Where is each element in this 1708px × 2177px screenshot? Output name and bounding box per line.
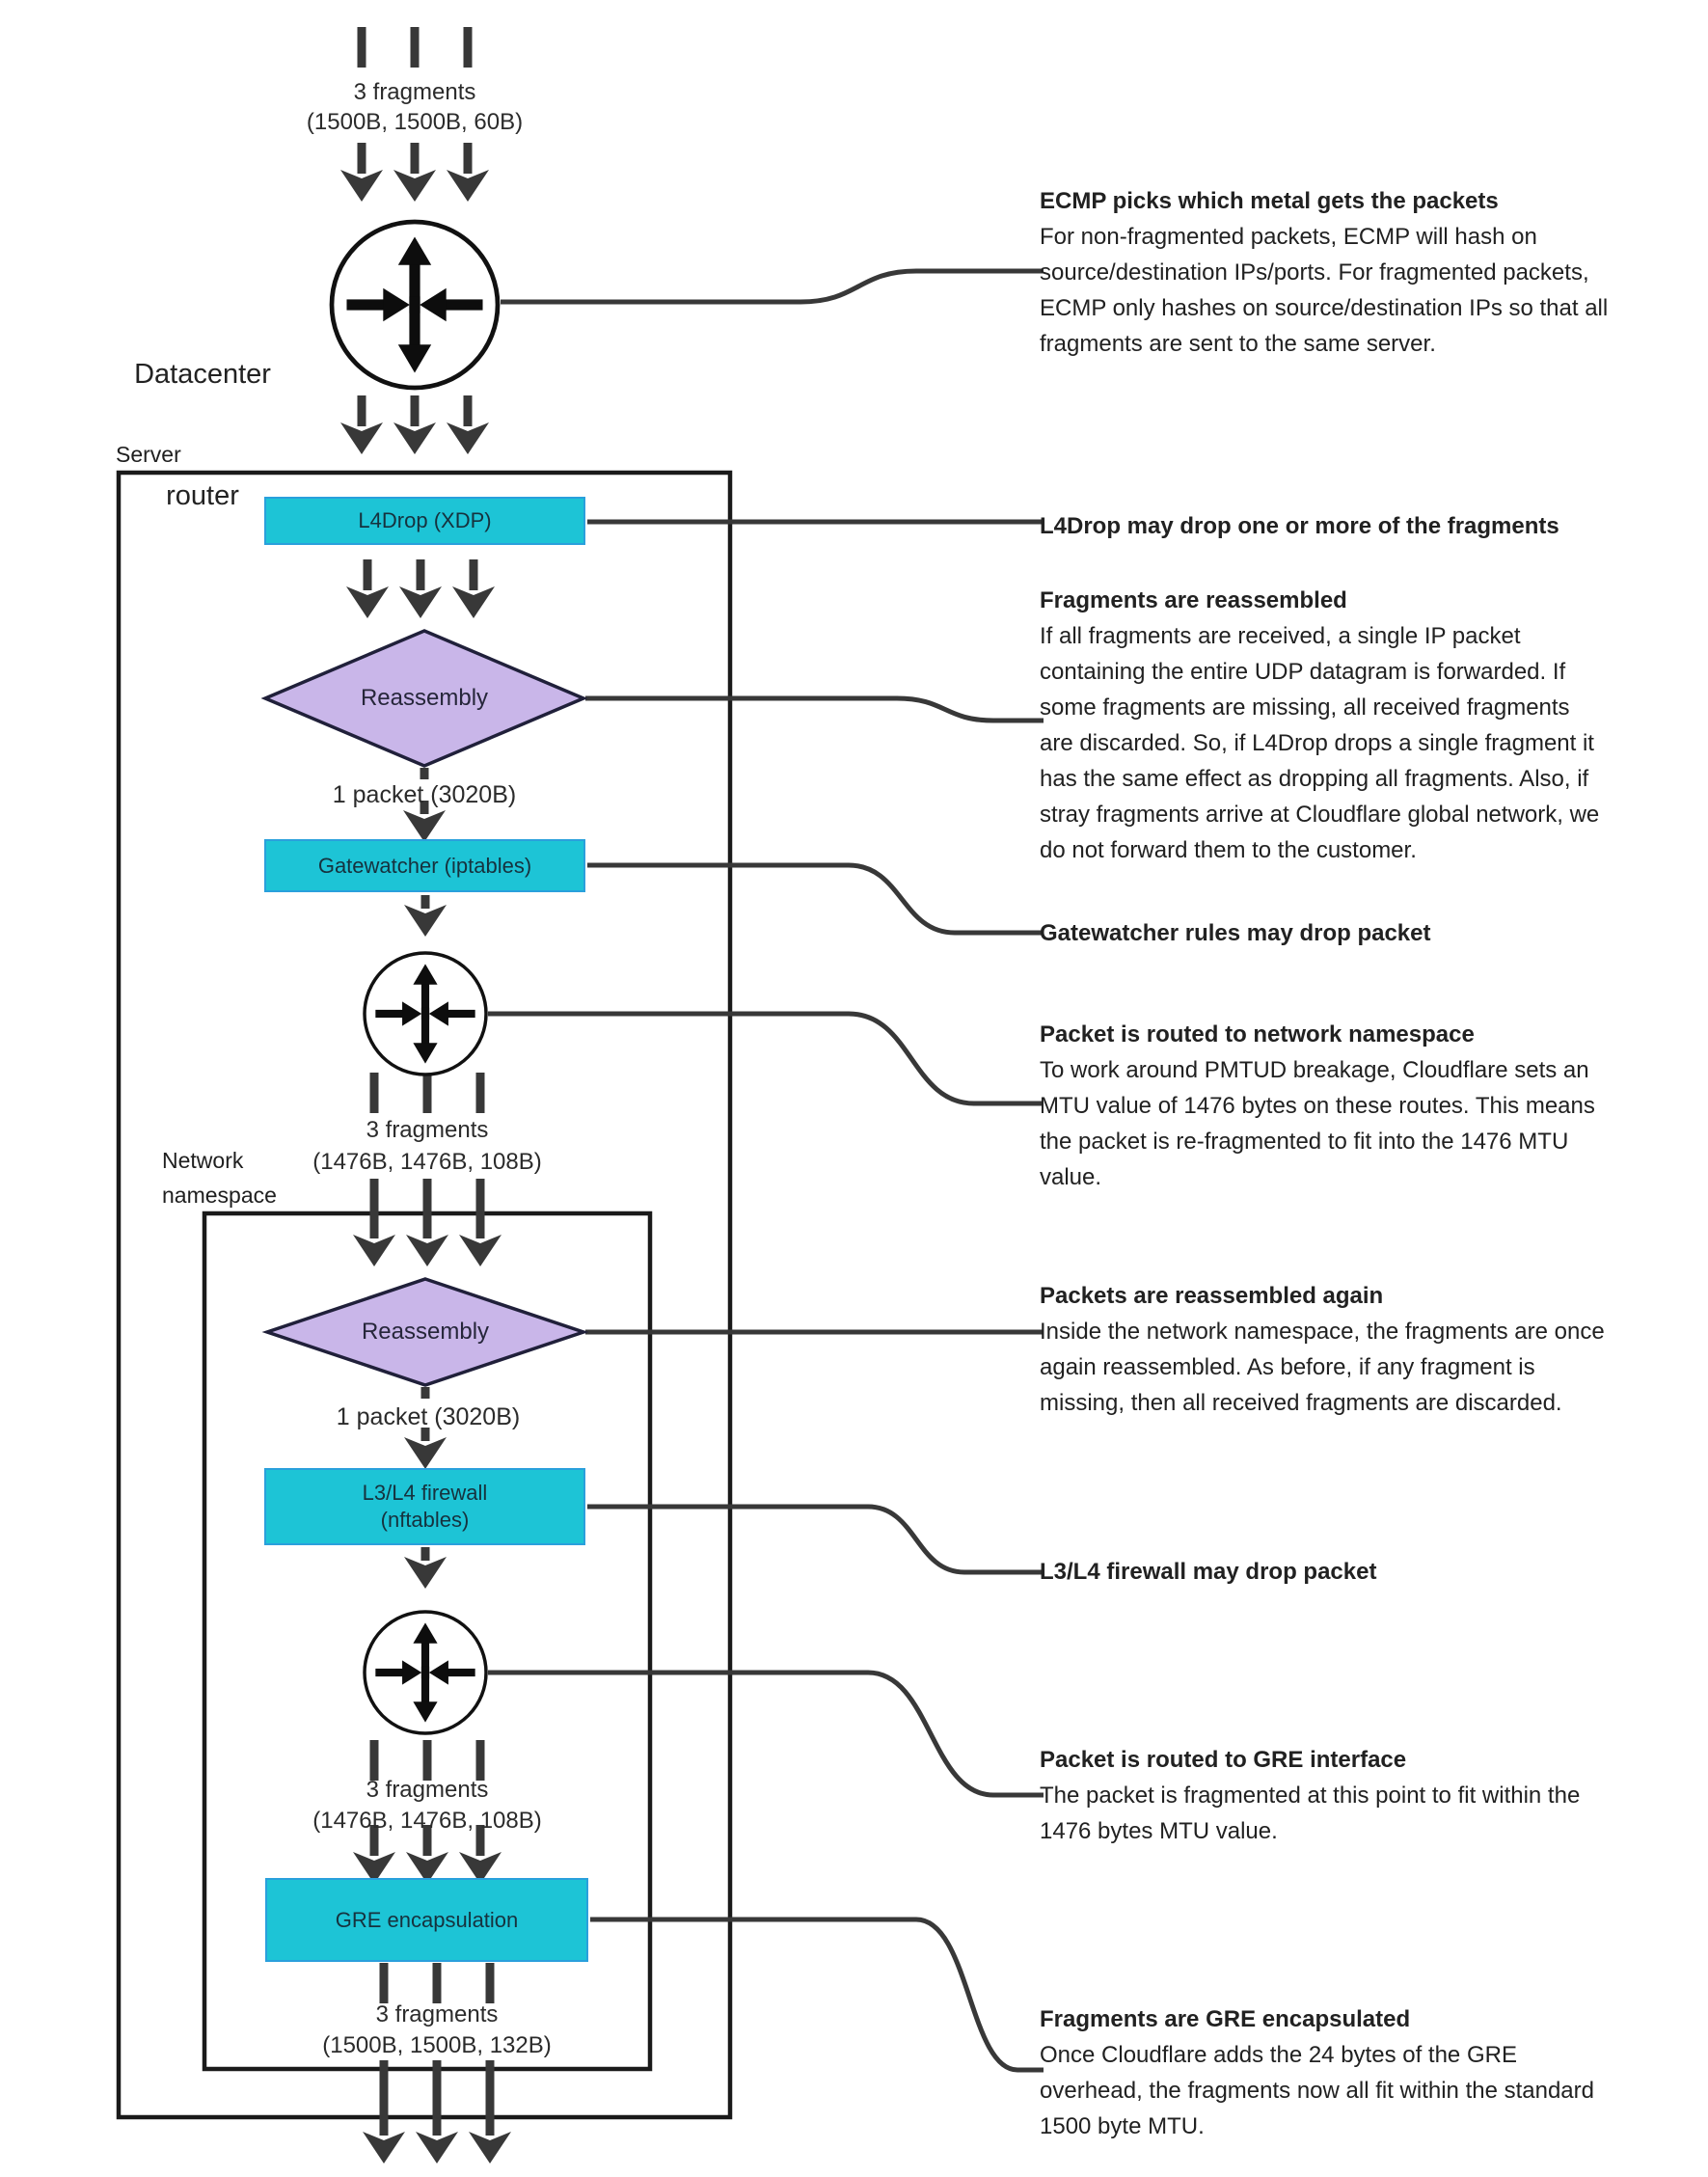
annotation-l4drop	[1040, 508, 1676, 544]
connector-route-namespace	[488, 1014, 1044, 1103]
arrows-out-of-server	[363, 2060, 511, 2163]
route-to-namespace-icon	[365, 953, 486, 1075]
annotation-body	[1040, 1314, 1676, 1421]
annotation-line: MTU value of 1476 bytes on these routes. This means	[1040, 1093, 1595, 1119]
l3l4-node-label-line2: (nftables)	[380, 1508, 470, 1532]
annotation-line: do not forward them to the customer.	[1040, 837, 1417, 863]
arrow-into-router3	[404, 1547, 447, 1589]
connector-ecmp	[501, 271, 1044, 302]
annotation-title: Packet is routed to network namespace	[1040, 1021, 1475, 1048]
annotation-route-gre	[1040, 1742, 1676, 1849]
reassembly1-output-stub	[420, 768, 429, 779]
annotation-route-namespace	[1040, 1017, 1676, 1195]
network-namespace-label-line2: namespace	[162, 1183, 277, 1208]
annotation-line: For non-fragmented packets, ECMP will hash on	[1040, 224, 1537, 250]
annotation-body	[1040, 219, 1676, 362]
arrows-into-reassembly1	[346, 559, 495, 618]
annotation-line: are discarded. So, if L4Drop drops a single fragment it	[1040, 730, 1594, 756]
annotation-title: Gatewatcher rules may drop packet	[1040, 920, 1431, 946]
annotation-line: 1500 byte MTU.	[1040, 2113, 1205, 2139]
l3l4-firewall-node	[264, 1468, 585, 1545]
annotation-ecmp	[1040, 183, 1676, 362]
annotation-line: ECMP only hashes on source/destination IPs so that all	[1040, 295, 1609, 321]
l3l4-node-label-line1: L3/L4 firewall	[362, 1481, 488, 1505]
annotation-line: value.	[1040, 1164, 1102, 1190]
annotation-gatewatcher	[1040, 915, 1676, 951]
packet-label-2: 1 packet (3020B)	[336, 1403, 521, 1430]
arrows-into-server	[340, 395, 489, 454]
annotation-line: Once Cloudflare adds the 24 bytes of the GRE	[1040, 2042, 1517, 2068]
annotation-line: To work around PMTUD breakage, Cloudflare sets an	[1040, 1057, 1589, 1083]
annotation-line: stray fragments arrive at Cloudflare global network, we	[1040, 802, 1600, 828]
route2-fragments-count: 3 fragments	[366, 1777, 489, 1803]
annotation-line: has the same effect as dropping all fragments. Also, if	[1040, 766, 1589, 792]
connector-gatewatcher	[587, 865, 1044, 933]
annotation-line: again reassembled. As before, if any fragment is	[1040, 1354, 1535, 1380]
annotation-line: Inside the network namespace, the fragments are once	[1040, 1319, 1605, 1345]
annotation-body	[1040, 2037, 1676, 2144]
server-label: Server	[116, 442, 181, 467]
annotation-line: missing, then all received fragments are discarded.	[1040, 1390, 1562, 1416]
annotation-line: source/destination IPs/ports. For fragmented packets,	[1040, 259, 1589, 286]
connector-route-gre	[488, 1673, 1044, 1795]
datacenter-label-line1: Datacenter	[134, 359, 271, 390]
annotation-title: Fragments are GRE encapsulated	[1040, 2006, 1411, 2032]
gatewatcher-node-label: Gatewatcher (iptables)	[317, 853, 532, 878]
gre-fragments-count: 3 fragments	[375, 2001, 499, 2027]
route1-fragments-sizes: (1476B, 1476B, 108B)	[312, 1149, 542, 1175]
source-fragments-count: 3 fragments	[353, 79, 476, 105]
annotation-line: containing the entire UDP datagram is forwarded. If	[1040, 659, 1566, 685]
gatewatcher-node	[264, 839, 585, 892]
datacenter-label-line2: router	[166, 480, 239, 511]
network-namespace-label-line1: Network	[162, 1148, 244, 1173]
route2-fragments-sizes: (1476B, 1476B, 108B)	[312, 1808, 542, 1834]
fragment-bars-top	[358, 27, 473, 68]
fragment-bars-route1	[370, 1073, 485, 1113]
gre-fragments-sizes: (1500B, 1500B, 132B)	[322, 2032, 552, 2058]
arrows-into-reassembly2	[353, 1179, 502, 1266]
source-fragments-sizes: (1500B, 1500B, 60B)	[306, 109, 524, 135]
packet-label-1: 1 packet (3020B)	[332, 781, 517, 808]
arrow-into-l3l4	[404, 1428, 447, 1469]
route1-fragments-count: 3 fragments	[366, 1117, 489, 1143]
annotation-line: If all fragments are received, a single IP packet	[1040, 623, 1521, 649]
annotation-reassembled	[1040, 583, 1676, 868]
arrow-into-router2	[404, 895, 447, 937]
annotation-title: L4Drop may drop one or more of the fragments	[1040, 513, 1559, 539]
annotation-line: fragments are sent to the same server.	[1040, 331, 1436, 357]
gre-node	[265, 1878, 588, 1962]
reassembly1-label: Reassembly	[360, 685, 489, 711]
annotation-line: overhead, the fragments now all fit within the standard	[1040, 2078, 1594, 2104]
annotation-line: some fragments are missing, all received fragments	[1040, 694, 1570, 721]
reassembly2-output-stub	[421, 1387, 430, 1399]
annotation-title: Packet is routed to GRE interface	[1040, 1747, 1407, 1773]
reassembly2-label: Reassembly	[361, 1319, 490, 1345]
annotation-line: The packet is fragmented at this point to fit within the	[1040, 1782, 1581, 1809]
connector-gre	[590, 1919, 1044, 2070]
fragment-bars-after-gre	[380, 1963, 495, 2003]
annotation-body	[1040, 1052, 1676, 1195]
annotation-title: Packets are reassembled again	[1040, 1283, 1384, 1309]
annotation-reassembled-again	[1040, 1278, 1676, 1421]
l4drop-node	[264, 497, 585, 545]
annotation-line: the packet is re-fragmented to fit into the 1476 MTU	[1040, 1129, 1569, 1155]
connector-l3l4	[587, 1507, 1044, 1572]
annotation-title: L3/L4 firewall may drop packet	[1040, 1559, 1377, 1585]
annotation-body	[1040, 1778, 1676, 1849]
connector-reassembly1	[585, 698, 1044, 721]
datacenter-router-icon	[332, 222, 498, 388]
datacenter-router-label	[87, 273, 318, 597]
annotation-title: ECMP picks which metal gets the packets	[1040, 188, 1499, 214]
gre-node-label: GRE encapsulation	[335, 1907, 519, 1932]
annotation-body	[1040, 618, 1676, 868]
route-to-gre-icon	[365, 1612, 486, 1733]
arrows-into-router1	[340, 143, 489, 202]
annotation-title: Fragments are reassembled	[1040, 587, 1347, 613]
fragment-bars-route2	[370, 1740, 485, 1781]
annotation-l3l4	[1040, 1554, 1676, 1590]
annotation-line: 1476 bytes MTU value.	[1040, 1818, 1278, 1844]
annotation-gre-encapsulated	[1040, 2001, 1676, 2144]
l4drop-node-label: L4Drop (XDP)	[358, 508, 492, 532]
